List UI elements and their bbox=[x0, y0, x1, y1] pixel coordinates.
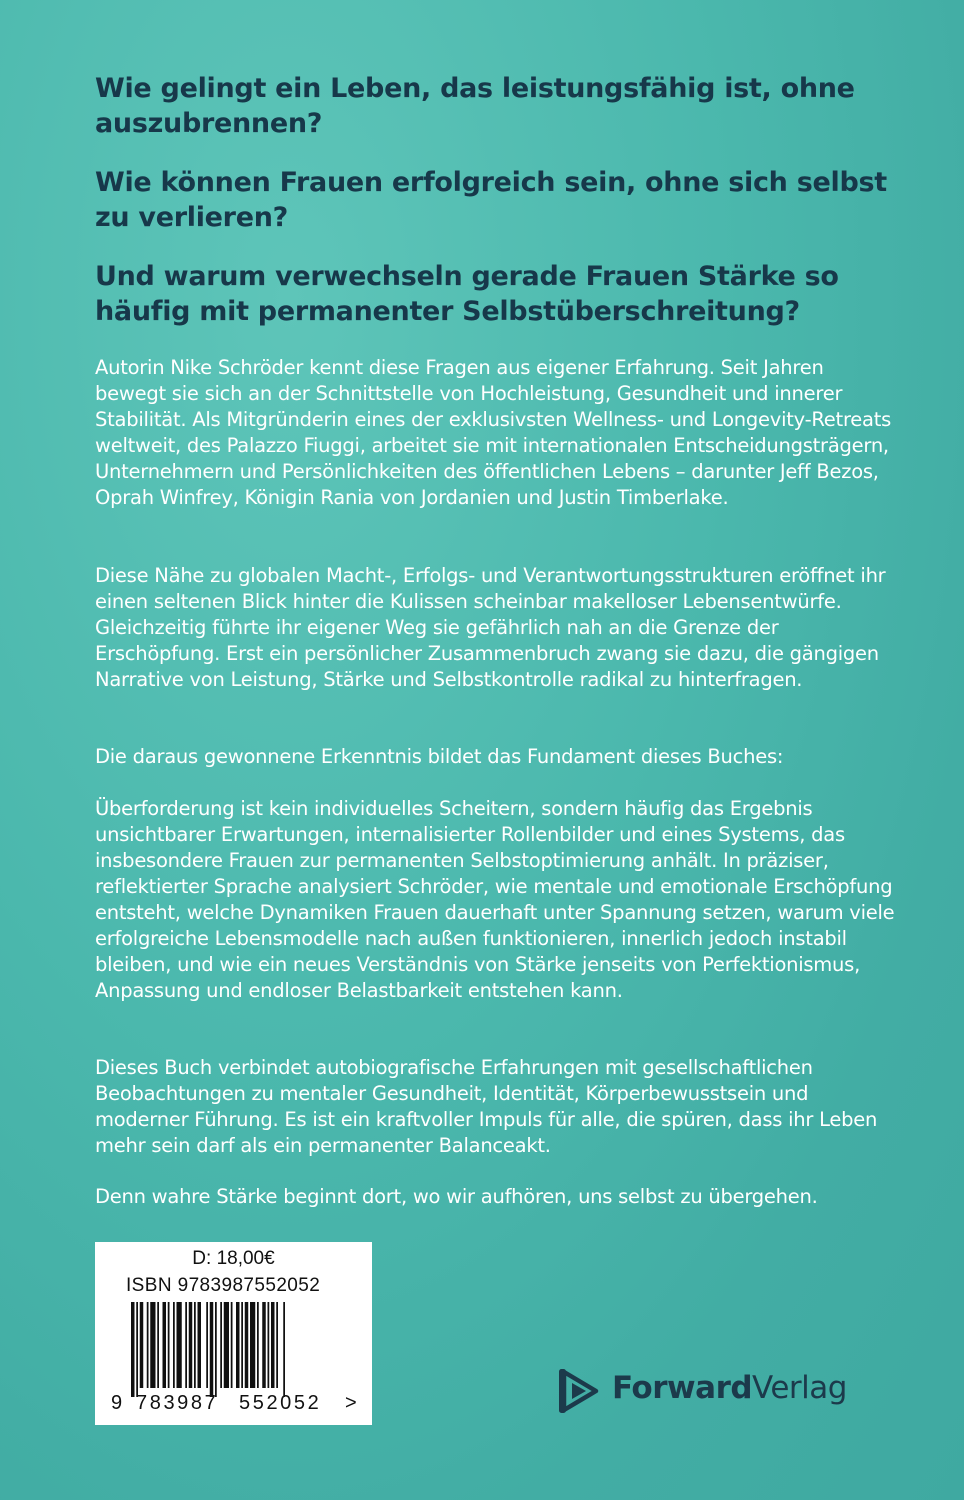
publisher-name-regular: Verlag bbox=[752, 1370, 847, 1406]
barcode-digits-right: 552052 bbox=[239, 1392, 322, 1414]
headline-question-1: Wie gelingt ein Leben, das leistungsfähig ist, ohne auszubrennen? bbox=[95, 73, 855, 139]
barcode-digits-left: 783987 bbox=[136, 1392, 219, 1414]
paragraph-closing: Denn wahre Stärke beginnt dort, wo wir aufhören, uns selbst zu übergehen. bbox=[95, 1185, 818, 1208]
publisher-name bbox=[612, 1370, 847, 1406]
barcode-quiet-zone-arrow: > bbox=[345, 1392, 357, 1414]
forward-play-icon bbox=[556, 1366, 602, 1416]
isbn-label: ISBN 9783987552052 bbox=[126, 1275, 321, 1296]
paragraph-core-thesis: Überforderung ist kein individuelles Scheitern, sondern häufig das Ergebnis unsichtbarer Erwartungen, internalisierter Rollenbilder und eines Systems, das insbesondere Frauen zur permanenten Selbstoptimierung anhält. In präziser, reflektierter Sprache analysiert Schröder, wie mentale und emotionale Erschöpfung entsteht, welche Dynamiken Frauen dauerhaft unter Spannung setzen, warum viele erfolgreiche Lebensmodelle nach außen funktionieren, innerlich jedoch instabil bleiben, und wie ein neues Verständnis von Stärke jenseits von Perfektionismus, Anpassung und endloser Belastbarkeit entstehen kann. bbox=[95, 797, 895, 1002]
barcode-digit-first: 9 bbox=[111, 1392, 123, 1414]
paragraph-author-intro: Autorin Nike Schröder kennt diese Fragen aus eigener Erfahrung. Seit Jahren bewegt sie sich an der Schnittstelle von Hochleistung, Gesundheit und innerer Stabilität. Als Mitgründerin eines der exklusivsten Wellness- und Longevity-Retreats weltweit, des Palazzo Fiuggi, arbeitet sie mit internationalen Entscheidungsträgern, Unternehmern und Persönlichkeiten des öffentlichen Lebens – darunter Jeff Bezos, Oprah Winfrey, Königin Rania von Jordanien und Justin Timberlake. bbox=[95, 356, 892, 509]
publisher-name-bold: Forward bbox=[612, 1370, 753, 1406]
barcode-label bbox=[95, 1242, 372, 1425]
paragraph-background: Diese Nähe zu globalen Macht-, Erfolgs- und Verantwortungsstrukturen eröffnet ihr einen seltenen Blick hinter die Kulissen scheinbar makelloser Lebensentwürfe. Gleichzeitig führte ihr eigener Weg sie gefährlich nah an die Grenze der Erschöpfung. Erst ein persönlicher Zusammenbruch zwang sie dazu, die gängigen Narrative von Leistung, Stärke und Selbstkontrolle radikal zu hinterfragen. bbox=[95, 564, 886, 691]
paragraph-insight-intro: Die daraus gewonnene Erkenntnis bildet das Fundament dieses Buches: bbox=[95, 745, 784, 768]
paragraph-book-summary: Dieses Buch verbindet autobiografische Erfahrungen mit gesellschaftlichen Beobachtungen zu mentaler Gesundheit, Identität, Körperbewusstsein und moderner Führung. Es ist ein kraftvoller Impuls für alle, die spüren, dass ihr Leben mehr sein darf als ein permanenter Balanceakt. bbox=[95, 1056, 878, 1157]
headline-question-2: Wie können Frauen erfolgreich sein, ohne sich selbst zu verlieren? bbox=[95, 167, 887, 233]
headline-question-3: Und warum verwechseln gerade Frauen Stärke so häufig mit permanenter Selbstüberschreitung? bbox=[95, 261, 839, 327]
price-label: D: 18,00€ bbox=[192, 1248, 275, 1269]
barcode-bars bbox=[131, 1302, 341, 1397]
